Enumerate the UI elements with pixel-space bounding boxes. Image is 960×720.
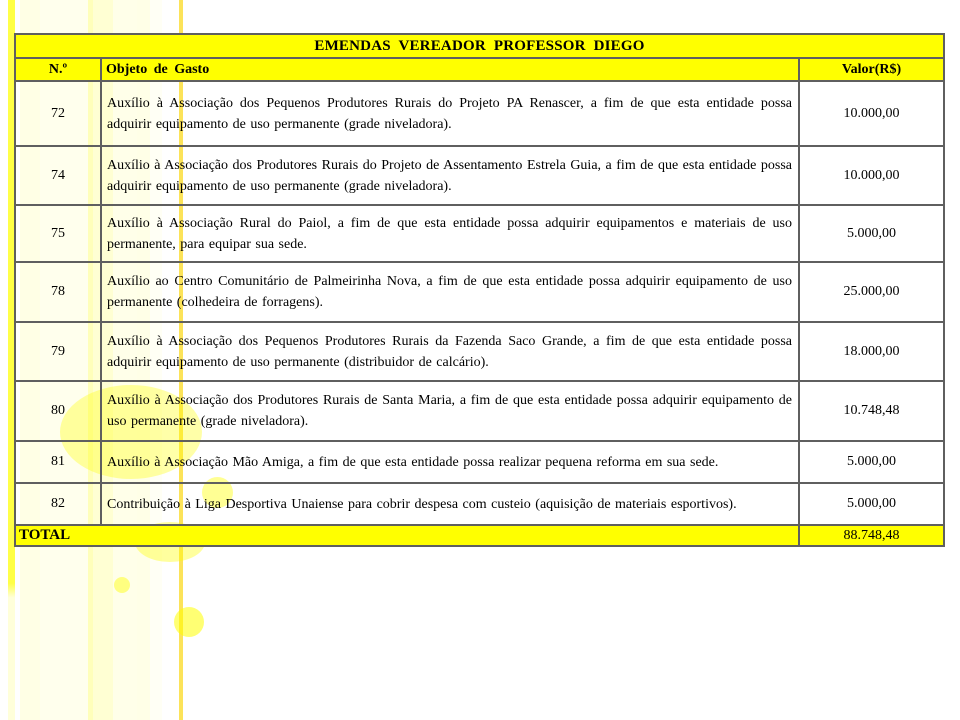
row-objeto: Auxílio à Associação dos Pequenos Produtores Rurais da Fazenda Saco Grande, a fim de que esta entidade possa adquirir equipamento de uso permanente (distribuidor de calcário).	[101, 322, 799, 381]
row-valor: 5.000,00	[799, 205, 944, 262]
row-valor: 10.748,48	[799, 381, 944, 441]
row-objeto: Contribuição à Liga Desportiva Unaiense para cobrir despesa com custeio (aquisição de materiais esportivos).	[101, 483, 799, 525]
col-header-objeto: Objeto de Gasto	[101, 58, 799, 81]
table-header-row	[15, 58, 944, 81]
row-num: 78	[15, 262, 101, 322]
row-objeto: Auxílio ao Centro Comunitário de Palmeirinha Nova, a fim de que esta entidade possa adquirir equipamento de uso permanente (colhedeira de forragens).	[101, 262, 799, 322]
col-header-num: N.º	[15, 58, 101, 81]
table-row	[15, 381, 944, 441]
row-num: 79	[15, 322, 101, 381]
table-row	[15, 262, 944, 322]
table-title: EMENDAS VEREADOR PROFESSOR DIEGO	[15, 34, 944, 58]
row-objeto: Auxílio à Associação dos Produtores Rurais de Santa Maria, a fim de que esta entidade possa adquirir equipamento de uso permanente (grade niveladora).	[101, 381, 799, 441]
total-row	[15, 525, 944, 546]
row-valor: 18.000,00	[799, 322, 944, 381]
table-row	[15, 483, 944, 525]
bg-circle	[114, 577, 130, 593]
row-valor: 5.000,00	[799, 483, 944, 525]
row-num: 72	[15, 81, 101, 146]
row-num: 80	[15, 381, 101, 441]
row-num: 82	[15, 483, 101, 525]
row-num: 81	[15, 441, 101, 483]
table-row	[15, 441, 944, 483]
col-header-valor: Valor(R$)	[799, 58, 944, 81]
row-objeto: Auxílio à Associação Rural do Paiol, a fim de que esta entidade possa adquirir equipamentos e materiais de uso permanente, para equipar sua sede.	[101, 205, 799, 262]
bg-circle	[174, 607, 204, 637]
table-row	[15, 322, 944, 381]
row-objeto: Auxílio à Associação dos Produtores Rurais do Projeto de Assentamento Estrela Guia, a fim de que esta entidade possa adquirir equipamento de uso permanente (grade niveladora).	[101, 146, 799, 205]
total-label: TOTAL	[15, 525, 799, 546]
row-objeto: Auxílio à Associação Mão Amiga, a fim de que esta entidade possa realizar pequena reforma em sua sede.	[101, 441, 799, 483]
emendas-table	[14, 33, 945, 547]
row-valor: 10.000,00	[799, 146, 944, 205]
row-objeto: Auxílio à Associação dos Pequenos Produtores Rurais do Projeto PA Renascer, a fim de que esta entidade possa adquirir equipamento de uso permanente (grade niveladora).	[101, 81, 799, 146]
table-row	[15, 205, 944, 262]
row-valor: 10.000,00	[799, 81, 944, 146]
row-num: 74	[15, 146, 101, 205]
total-value: 88.748,48	[799, 525, 944, 546]
row-valor: 25.000,00	[799, 262, 944, 322]
row-valor: 5.000,00	[799, 441, 944, 483]
table-row	[15, 81, 944, 146]
row-num: 75	[15, 205, 101, 262]
table-row	[15, 146, 944, 205]
table-title-row	[15, 34, 944, 58]
